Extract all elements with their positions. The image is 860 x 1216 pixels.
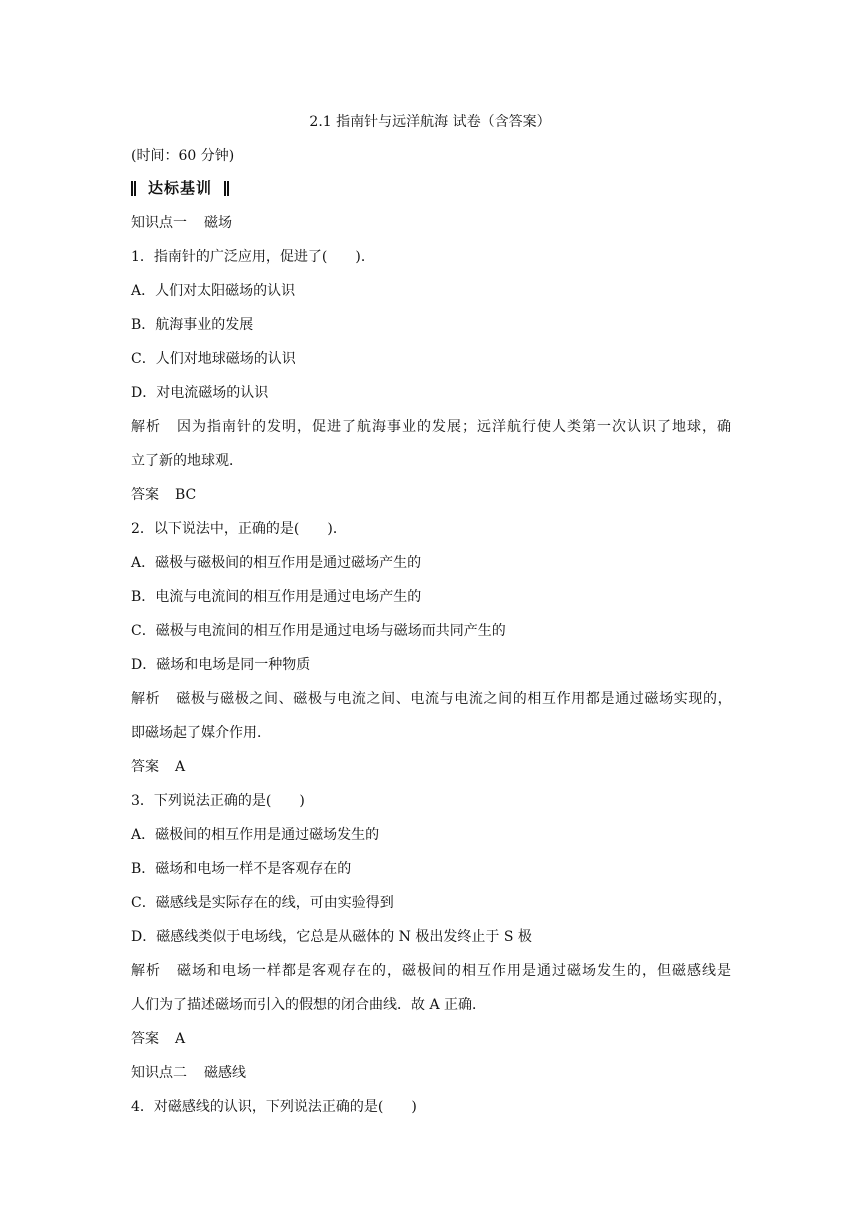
knowledge-point-topic: 磁场 (204, 215, 232, 231)
answer-value: A (175, 759, 186, 775)
analysis-continuation: 人们为了描述磁场而引入的假想的闭合曲线．故 A 正确． (131, 997, 487, 1013)
question-option: B．磁场和电场一样不是客观存在的 (131, 861, 352, 877)
analysis-text: 磁极与磁极之间、磁极与电流之间、电流与电流之间的相互作用都是通过磁场实现的， (176, 691, 731, 707)
question-stem: 4．对磁感线的认识，下列说法正确的是( ) (131, 1099, 417, 1115)
answer-value: BC (175, 487, 197, 503)
question-option: C．人们对地球磁场的认识 (131, 351, 296, 367)
question-stem: 3．下列说法正确的是( ) (131, 793, 305, 809)
section-banner-label: 达标基训 (148, 179, 213, 197)
question-stem: 2．以下说法中，正确的是( )． (131, 521, 347, 537)
analysis-label: 解析 (131, 691, 161, 707)
analysis-line (131, 410, 731, 444)
section-banner (131, 176, 229, 200)
analysis-label: 解析 (131, 963, 161, 979)
knowledge-point-topic: 磁感线 (204, 1065, 246, 1081)
question-option: B．电流与电流间的相互作用是通过电场产生的 (131, 589, 422, 605)
analysis-line (131, 954, 731, 988)
analysis-text: 因为指南针的发明，促进了航海事业的发展；远洋航行使人类第一次认识了地球，确 (177, 419, 731, 435)
question-option: D．对电流磁场的认识 (131, 385, 269, 401)
exam-content (131, 206, 731, 1124)
question-option: A．磁极间的相互作用是通过磁场发生的 (131, 827, 380, 843)
answer-value: A (175, 1031, 186, 1047)
analysis-continuation: 立了新的地球观． (131, 453, 243, 469)
answer-label: 答案 (131, 1031, 159, 1047)
answer-label: 答案 (131, 759, 159, 775)
analysis-text: 磁场和电场一样都是客观存在的，磁极间的相互作用是通过磁场发生的，但磁感线是 (177, 963, 731, 979)
question-option: C．磁感线是实际存在的线，可由实验得到 (131, 895, 394, 911)
question-option: D．磁场和电场是同一种物质 (131, 657, 311, 673)
knowledge-point-heading (131, 206, 731, 240)
analysis-label: 解析 (131, 419, 161, 435)
analysis-line (131, 682, 731, 716)
analysis-continuation: 即磁场起了媒介作用． (131, 725, 271, 741)
time-note: (时间：60 分钟) (131, 148, 235, 164)
question-stem: 1．指南针的广泛应用，促进了( )． (131, 249, 375, 265)
answer-line (131, 1022, 731, 1056)
banner-bar-left-icon (131, 181, 136, 196)
answer-label: 答案 (131, 487, 159, 503)
banner-bar-right-icon (224, 181, 229, 196)
question-option: D．磁感线类似于电场线，它总是从磁体的 N 极出发终止于 S 极 (131, 929, 532, 945)
knowledge-point-heading (131, 1056, 731, 1090)
knowledge-point-label: 知识点二 (131, 1065, 187, 1081)
question-option: B．航海事业的发展 (131, 317, 254, 333)
document-title: 2.1 指南针与远洋航海 试卷（含答案） (309, 114, 551, 130)
question-option: A．磁极与磁极间的相互作用是通过磁场产生的 (131, 555, 422, 571)
answer-line (131, 478, 731, 512)
question-option: A．人们对太阳磁场的认识 (131, 283, 296, 299)
question-option: C．磁极与电流间的相互作用是通过电场与磁场而共同产生的 (131, 623, 506, 639)
knowledge-point-label: 知识点一 (131, 215, 187, 231)
answer-line (131, 750, 731, 784)
